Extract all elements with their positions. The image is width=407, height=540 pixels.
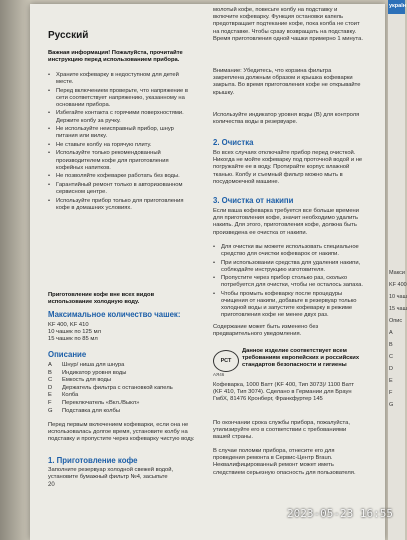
part-item: [48, 400, 196, 408]
service-text: В случае поломки прибора, отнесите его для проведения ремонта в Сервис-Центр Braun. Неквалифицированный ремонт может иметь следствием серьезную опасность для пользователя.: [213, 448, 356, 476]
disposal-text: По окончании срока службы прибора, пожалуйста, утилизируйте его в соответствии с требованиями вашей страны.: [213, 420, 350, 441]
coffee-prep-heading: 1. Приготовление кофе: [48, 456, 138, 465]
binding-shadow: [0, 0, 30, 540]
max-cups-heading: Максимальное количество чашек:: [48, 310, 181, 319]
page-number: 20: [48, 482, 55, 488]
cleaning-text: Во всех случаях отключайте прибор перед очисткой. Никогда не мойте кофеварку под проточной водой и не погружайте ее в воду. Протирайте корпус влажной тканью. Колбу и съемный фильтр можно мыть в посудомоечной машине.: [213, 150, 363, 185]
continued-text: молотый кофе, повесьте колбу на подставку и включите кофеварку. Функция остановки капель предотвращает подтекание кофе, пока колба не стоит на подставке. Чтобы сразу возвращать на подставку. Время приготовления одной чашки примерно 1 минута.: [213, 7, 363, 42]
certification-code: АЯ46: [213, 372, 225, 377]
strip-line: Опис: [389, 318, 403, 324]
part-label: Колба: [62, 392, 79, 399]
power-spec-text: Кофеварка, 1000 Ватт (KF 400, Тип 3073)/ 1100 Ватт (KF 410, Тип 3074). Сделано в Германии для Браун ГмбХ, 81476 Кронберг, Франкфуртер 145: [213, 382, 355, 403]
descale-heading: 3. Очистка от накипи: [213, 196, 294, 205]
strip-line: KF 400: [389, 282, 407, 288]
safety-item: • Храните кофеварку в недоступном для детей месте.: [48, 72, 196, 86]
page-title: Русский: [48, 30, 89, 41]
safety-item: • Не позволяйте кофеварке работать без воды.: [48, 173, 196, 180]
part-letter: D: [48, 384, 53, 391]
safety-item: • Не ставьте колбу на горячую плиту.: [48, 142, 196, 149]
max-cups-values: [48, 322, 196, 344]
part-label: Шнур/ ниша для шнура: [62, 362, 125, 368]
first-use-text: Перед первым включением кофеварки, если она не использовалась долгое время, установите колбу на подставку и пропустите через кофеварку чистую воду.: [48, 422, 195, 443]
description-heading: Описание: [48, 350, 87, 359]
part-item: [48, 362, 196, 370]
descale-item: • Чтобы промыть кофеварку после процедуры очищения от накипи, добавьте в резервуар только холодной воды и запустите кофеварку в режиме приготовления кофе не менее двух раз.: [213, 291, 363, 319]
strip-line: G: [389, 402, 394, 408]
part-label: Индикатор уровня воды: [62, 369, 127, 376]
content-notice: Содержание может быть изменено без предварительного уведомления.: [213, 324, 319, 338]
strip-line: A: [389, 330, 393, 336]
cold-water-warning: Приготовление кофе вне всех видов использование холодную воду.: [48, 292, 155, 306]
strip-line: Макси: [389, 270, 405, 276]
strip-line: 15 чаш: [389, 306, 407, 312]
cups-85: 15 чашек по 85 мл: [48, 336, 98, 343]
part-label: Подставка для колбы: [62, 407, 121, 414]
descale-item: • Для очистки вы можете использовать специальное средство для очистки кофеварок от накипи.: [213, 244, 363, 258]
photo-timestamp: 2023-05-23 16:55: [287, 507, 393, 520]
strip-line: 10 чаш: [389, 294, 407, 300]
descale-list: [213, 244, 363, 321]
safety-item: • Перед включением проверьте, что напряжение в сети соответствует напряжению, указанному на основании прибора.: [48, 88, 196, 109]
part-letter: G: [48, 407, 53, 414]
part-label: Емкость для воды: [62, 377, 112, 384]
safety-item: • Используйте прибор только для приготовления кофе в домашних условиях.: [48, 198, 196, 212]
next-page-strip: [388, 0, 405, 540]
attention-note: Внимание: Убедитесь, что корзина фильтра закреплена должным образом и крышка кофеварки закрыта. Во время приготовления кофе не открывайте крышку.: [213, 68, 361, 96]
safety-item: • Гарантийный ремонт только в авторизованном сервисном центре.: [48, 182, 196, 196]
strip-line: D: [389, 366, 393, 372]
part-letter: B: [48, 369, 52, 376]
safety-item: • Не используйте неисправный прибор, шнур питания или вилку.: [48, 126, 196, 140]
part-item: [48, 377, 196, 385]
strip-language: україн: [389, 3, 407, 9]
cleaning-heading: 2. Очистка: [213, 138, 254, 147]
part-letter: E: [48, 392, 52, 399]
descale-item: • Пропустите через прибор столько раз, сколько потребуется для очистки, чтобы не осталось запаха.: [213, 275, 363, 289]
descale-item: • При использовании средства для удаления накипи, соблюдайте инструкцию изготовителя.: [213, 260, 363, 274]
part-label: Переключатель «Вкл./Выкл»: [62, 399, 140, 406]
part-item: [48, 408, 196, 416]
part-letter: F: [48, 399, 52, 406]
part-item: [48, 385, 196, 393]
part-letter: A: [48, 362, 52, 368]
safety-list: [48, 72, 196, 213]
strip-line: F: [389, 390, 393, 396]
parts-list: [48, 362, 196, 415]
part-item: [48, 392, 196, 400]
model-line: KF 400, KF 410: [48, 322, 89, 328]
strip-line: E: [389, 378, 393, 384]
safety-item: • Используйте только рекомендованный производителем кофе для приготовления кофейных напитков.: [48, 150, 196, 171]
safety-item: • Избегайте контакта с горячими поверхностями. Держите колбу за ручку.: [48, 110, 196, 124]
strip-line: C: [389, 354, 393, 360]
water-level-note: Используйте индикатор уровня воды (B) для контроля количества воды в резервуаре.: [213, 112, 360, 126]
certification-text: Данное изделие соответствует всем требованиям европейских и российских стандартов безопасности и гигиены: [242, 348, 360, 369]
part-label: Держатель фильтра с остановкой капель: [62, 384, 173, 391]
descale-text: Если ваша кофеварка требуется все больше времени для приготовления кофе, значит необходимо удалить накипь. Для этого, приготовления кофе, должна быть произведена ее очистка от накипи.: [213, 208, 359, 236]
coffee-prep-text: Заполните резервуар холодной свежей водой, установите бумажный фильтр №4, засыпьте: [48, 467, 174, 481]
important-note: Важная информация! Пожалуйста, прочитайте инструкцию перед использованием прибора.: [48, 50, 183, 64]
certification-logo: РСТ: [213, 350, 239, 372]
strip-line: B: [389, 342, 393, 348]
part-item: [48, 370, 196, 378]
manual-page: [30, 4, 385, 540]
cups-125: 10 чашек по 125 мл: [48, 329, 101, 336]
part-letter: C: [48, 377, 53, 384]
